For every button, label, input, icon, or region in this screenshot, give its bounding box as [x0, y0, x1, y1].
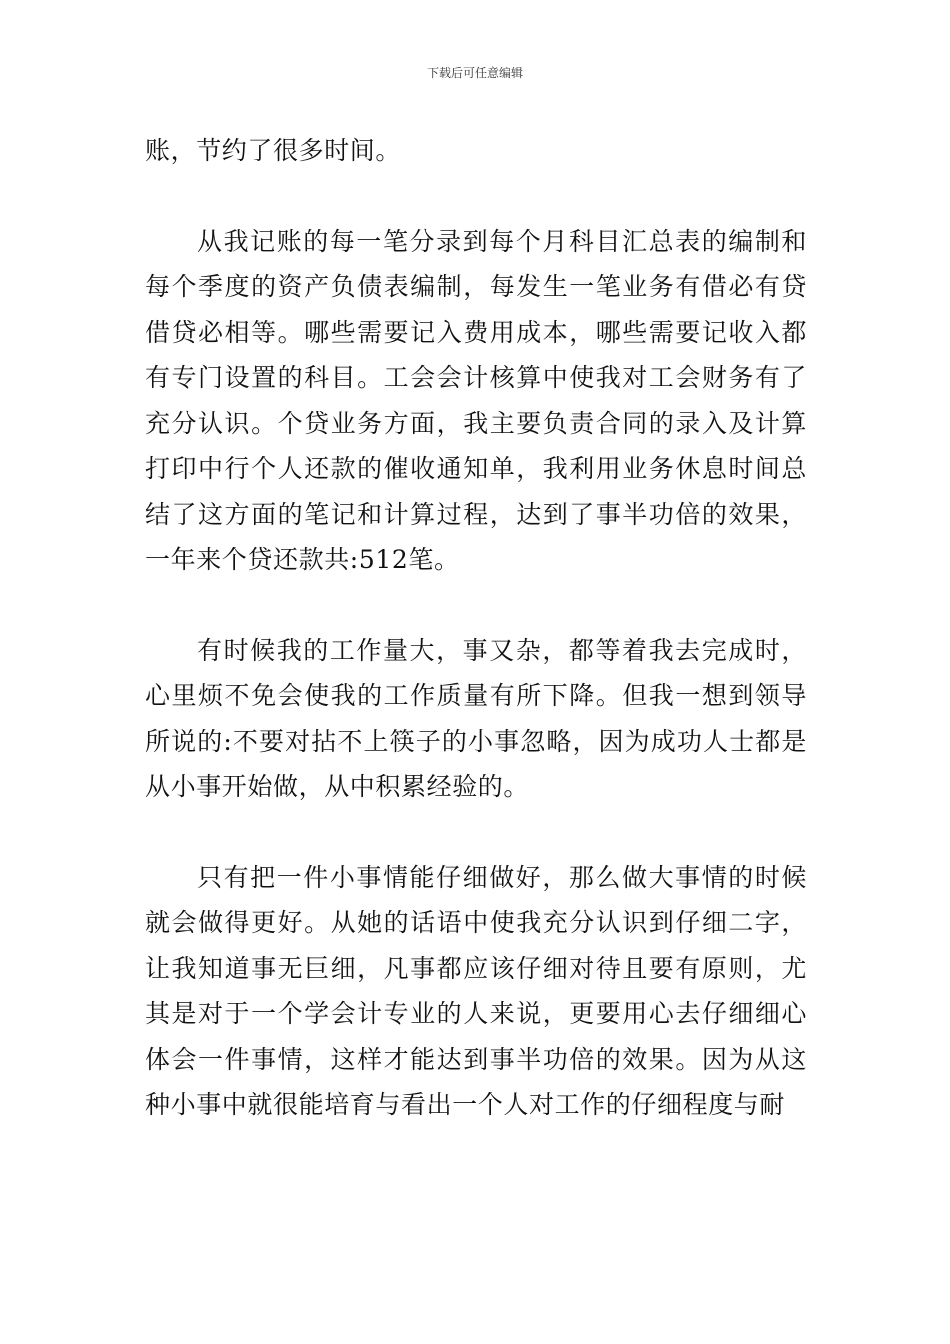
paragraph-accounting-work: 从我记账的每一笔分录到每个月科目汇总表的编制和每个季度的资产负债表编制，每发生一笔业务有借必有贷借贷必相等。哪些需要记入费用成本，哪些需要记收入都有专门设置的科目。工会会计核算中使我对工会财务有了充分认识。个贷业务方面，我主要负责合同的录入及计算打印中行个人还款的催收通知单，我利用业务休息时间总结了这方面的笔记和计算过程，达到了事半功倍的效果，一年来个贷还款共:512笔。	[145, 226, 807, 574]
paragraph-carefulness: 只有把一件小事情能仔细做好，那么做大事情的时候就会做得更好。从她的话语中使我充分认识到仔细二字，让我知道事无巨细，凡事都应该仔细对待且要有原则，尤其是对于一个学会计专业的人来说，更要用心去仔细细心体会一件事情，这样才能达到事半功倍的效果。因为从这种小事中就很能培育与看出一个人对工作的仔细程度与耐	[145, 862, 807, 1119]
document-body	[145, 128, 807, 1128]
paragraph-workload: 有时候我的工作量大，事又杂，都等着我去完成时，心里烦不免会使我的工作质量有所下降。但我一想到领导所说的:不要对拈不上筷子的小事忽略，因为成功人士都是从小事开始做，从中积累经验的。	[145, 635, 807, 801]
paragraph-continuation: 账，节约了很多时间。	[145, 136, 402, 165]
page-header: 下载后可任意编辑	[426, 66, 523, 80]
